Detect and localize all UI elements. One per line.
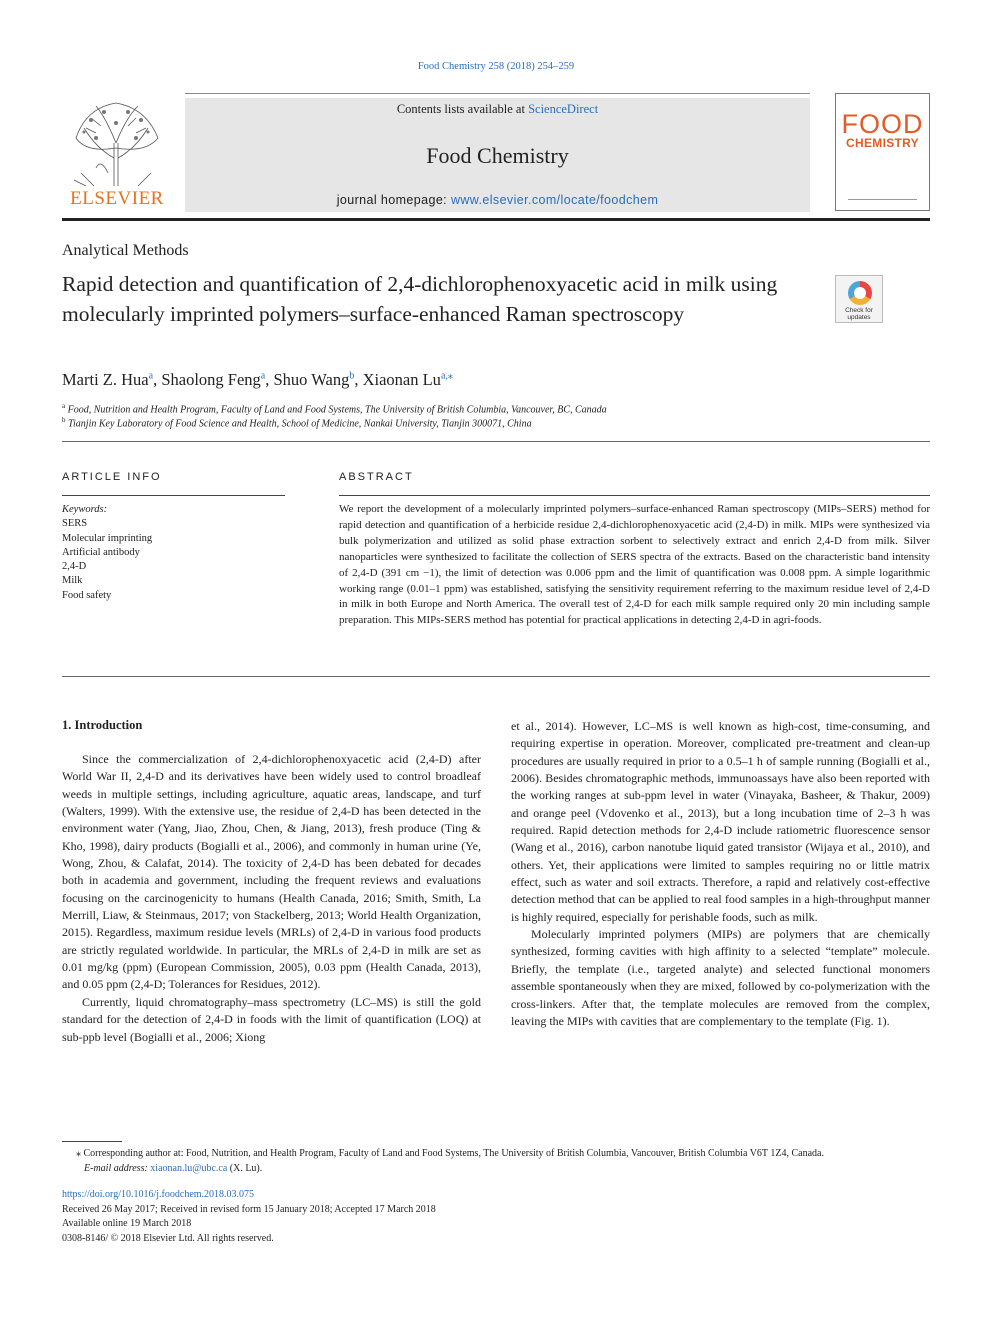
elsevier-tree-icon — [66, 98, 166, 188]
paragraph: Since the commercialization of 2,4-dichlorophenoxyacetic acid (2,4-D) after World War II, 2,4-D and its derivatives have been widely used to control broadleaf weeds in multiple settings, including agriculture, aquatic areas, landscape, and turf (Walters, 1999). With the extensive use, the residue of 2,4-D has been detected in the environment water (Yang, Jiao, Zhou, Chen, & Jiang, 2013), fresh produce (Ting & Kho, 1998), dairy products (Bogialli et al., 2006), and commonly in human urine (Ye, Wong, Zhou, & Calafat, 2014). The toxicity of 2,4-D has been debated for decades both in academia and government, including the frequent reviews and evaluations focusing on the carcinogenicity to humans (Health Canada, 2016; Smith, Smith, La Merrill, Liaw, & Steinmaus, 2017; von Stackelberg, 2013; World Health Organization, 2015). Regardless, maximum residue levels (MRLs) of 2,4-D in various food products are strictly regulated worldwide. In particular, the MRLs of 2,4-D in milk are set as 0.01 mg/kg (ppm) (European Commission, 2005), 0.03 ppm (Health Canada, 2013), and 0.05 ppm (2,4-D; Tolerances for Residues, 2012). — [62, 752, 481, 992]
abstract-rule — [339, 495, 930, 496]
affiliation-b: $^b$ Tianjin Key Laboratory of Food Science and Health, School of Medicine, Nankai University, Tianjin 300071, China — [62, 416, 532, 430]
paragraph: Currently, liquid chromatography–mass spectrometry (LC–MS) is still the gold standard for the detection of 2,4-D in foods with the limit of quantification (LOQ) at sub-ppb level (Bogialli et al., 2006; Xiong — [62, 994, 481, 1044]
keyword-item: SERS — [62, 518, 88, 530]
paragraph: et al., 2014). However, LC–MS is well known as high-cost, time-consuming, and requiring expertise in operation. Moreover, complicated pre-treatment and clean-up procedures are usually required in prior to a 0.5–1 h of sample running (Bogialli et al., 2006). Besides chromatographic methods, immunoassays have also been reported with the working ranges at sub-ppm level in water (Vinayaka, Basheer, & Thakur, 2009) and orange peel (Vdovenko et al., 2013), but a long incubation time of 2–3 h was required. Rapid detection methods for 2,4-D include ratiometric fluorescence sensor (Wang et al., 2016), carbon nanotube liquid gated transistor (Wijaya et al., 2010), and others. Yet, their applications were limited to samples requiring no or little matrix effect, such as water and soil extracts. Therefore, a rapid and relatively cost-effective detection method that can be applied to real food samples in a high-throughput manner is highly required, especially for perishable foods, such as milk. — [511, 719, 930, 924]
body-column-left — [62, 751, 481, 1046]
paragraph: Molecularly imprinted polymers (MIPs) are polymers that are chemically synthesized, forming cavities with high affinity to a selected “template” molecule. Briefly, the template (i.e., targeted analyte) and selected functional monomers assemble spontaneously when they are mixed, followed by co-polymerization with the cross-linkers. After that, the template molecules are removed from the complex, leaving the MIPs with cavities that are complementary to the template (Fig. 1). — [511, 927, 930, 1028]
journal-name: Food Chemistry — [426, 143, 569, 168]
received-dates: Received 26 May 2017; Received in revised form 15 January 2018; Accepted 17 March 2018 — [62, 1203, 436, 1215]
journal-homepage — [185, 193, 810, 207]
keywords-list — [62, 503, 152, 603]
corresponding-author-text: Corresponding author at: Food, Nutrition, and Health Program, Faculty of Land and Food Systems, The University of British Columbia, Vancouver, British Columbia V6T 1Z4, Canada. — [83, 1148, 824, 1159]
article-title: Rapid detection and quantification of 2,4-dichlorophenoxyacetic acid in milk using molecularly imprinted polymers–surface-enhanced Raman spectroscopy — [62, 272, 778, 326]
homepage-prefix: journal homepage: — [336, 193, 451, 207]
author-affil-sup[interactable]: a — [148, 370, 154, 382]
header-top-rule — [185, 93, 810, 94]
footnote-marker: ⁎ — [76, 1148, 81, 1159]
journal-cover-thumbnail[interactable] — [835, 93, 930, 211]
copyright: 0308-8146/ © 2018 Elsevier Ltd. All rights reserved. — [62, 1232, 274, 1244]
author-name[interactable]: Shuo Wang — [273, 370, 350, 389]
keyword-item: Food safety — [62, 589, 112, 601]
cover-rule — [848, 199, 917, 200]
cover-food-word: FOOD — [841, 109, 924, 139]
contents-line — [185, 102, 810, 117]
journal-reference[interactable]: Food Chemistry 258 (2018) 254–259 — [417, 61, 575, 72]
article-info-rule — [62, 495, 285, 496]
article-metadata — [62, 1188, 436, 1246]
contents-prefix: Contents lists available at — [396, 102, 529, 116]
author-affil-sup[interactable]: b — [349, 370, 355, 382]
introduction-heading: 1. Introduction — [62, 718, 143, 732]
article-info-heading: ARTICLE INFO — [62, 471, 162, 483]
email-label: E-mail address: — [84, 1163, 148, 1174]
elsevier-logo — [62, 98, 172, 210]
author-affil-sup[interactable]: a,⁎ — [440, 370, 453, 382]
abstract-heading: ABSTRACT — [339, 471, 414, 483]
journal-banner — [185, 98, 810, 212]
affiliation-a: $^a$ Food, Nutrition and Health Program, Faculty of Land and Food Systems, The University of British Columbia, Vancouver, BC, Canada — [62, 402, 607, 416]
keyword-item: Molecular imprinting — [62, 532, 153, 544]
email-suffix: (X. Lu). — [227, 1163, 263, 1174]
keywords-label: Keywords: — [62, 504, 108, 515]
body-column-right — [511, 718, 930, 1030]
footnote-rule — [62, 1141, 122, 1142]
author-list: Marti Z. Hua$^a$, Shaolong Feng$^a$, Shuo Wang$^b$, Xiaonan $Lu^{a,⁎}$ — [62, 370, 453, 389]
author-affil-sup[interactable]: a — [260, 370, 266, 382]
homepage-link[interactable]: www.elsevier.com/locate/foodchem — [450, 193, 659, 207]
author-name[interactable]: Shaolong Feng — [161, 370, 261, 389]
crossmark-label: Check for updates — [845, 307, 873, 321]
cover-chemistry-word: CHEMISTRY — [846, 136, 919, 150]
sciencedirect-link[interactable]: ScienceDirect — [528, 102, 599, 116]
affiliation-rule — [62, 441, 930, 442]
elsevier-wordmark: ELSEVIER — [70, 188, 164, 209]
abstract-text: We report the development of a molecularly imprinted polymers–surface-enhanced Raman spectroscopy (MIPs–SERS) method for rapid detection and quantification of a herbicide residue 2,4-dichlorophenoxyacetic acid (2,4-D) in milk. MIPs were synthesized via bulk polymerization and utilized as solid phase extraction sorbent to selectively extract and enrich 2,4-D from milk. Silver nanoparticles were synthesized to facilitate the collection of SERS spectra of the extracts. Based on the characteristic band intensity of 2,4-D (391 cm −1), the limit of detection was 0.006 ppm and the limit of quantification was 0.008 ppm. A simple logarithmic working range (0.01–1 ppm) was established, satisfying the sensitivity requirement referring to the maximum residue level of 2,4-D in milk in both Europe and North America. The overall test of 2,4-D for each milk sample required only 20 min including sample preparation. This MIPs-SERS method has potential for practical applications in detecting 2,4-D in agri-foods. — [339, 503, 930, 627]
email-link[interactable]: xiaonan.lu@ubc.ca — [150, 1163, 228, 1174]
header-thick-rule — [62, 218, 930, 221]
check-for-updates-badge[interactable] — [835, 275, 883, 323]
author-name[interactable]: Marti Z. Hua — [62, 370, 149, 389]
abstract-bottom-rule — [62, 676, 930, 677]
author-name[interactable]: Xiaonan Lu — [362, 370, 441, 389]
email-line — [62, 1161, 930, 1176]
corresponding-author-line — [62, 1146, 930, 1161]
corresponding-author-footnote — [62, 1146, 930, 1176]
available-online: Available online 19 March 2018 — [62, 1218, 192, 1229]
keyword-item: 2,4-D — [62, 561, 87, 573]
keyword-item: Artificial antibody — [62, 546, 140, 558]
doi-link[interactable]: https://doi.org/10.1016/j.foodchem.2018.03.075 — [62, 1189, 255, 1200]
section-type: Analytical Methods — [62, 242, 189, 259]
keyword-item: Milk — [62, 575, 83, 587]
